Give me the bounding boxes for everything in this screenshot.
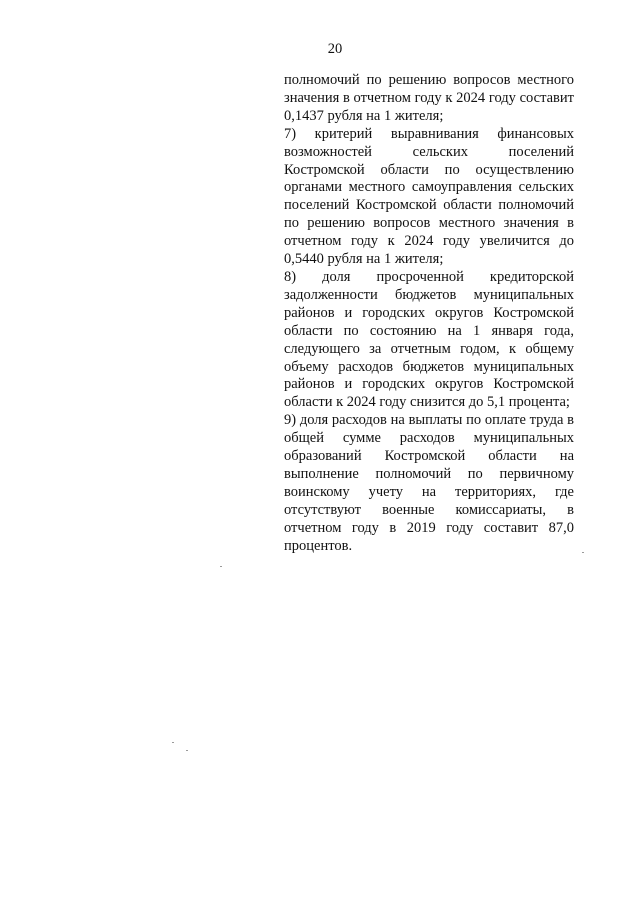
scan-speck <box>220 566 222 567</box>
text-column <box>284 72 574 555</box>
paragraph-item-6-continuation: полномочий по решению вопросов местного значения в отчетном году к 2024 году составит 0,1437 рубля на 1 жителя; <box>284 72 574 124</box>
paragraph-item-8: 8) доля просроченной кредиторской задолженности бюджетов муниципальных районов и городских округов Костромской области по состоянию на 1 января года, следующего за отчетным годом, к общему объему расходов бюджетов муниципальных районов и городских округов Костромской области к 2024 году снизится до 5,1 процента; <box>284 268 574 411</box>
page-number: 20 <box>327 41 343 57</box>
scan-speck <box>172 742 174 743</box>
scan-speck <box>582 552 584 553</box>
paragraph-item-7: 7) критерий выравнивания финансовых возможностей сельских поселений Костромской области по осуществлению органами местного самоуправления сельских поселений Костромской области полномочий по решению вопросов местного значения в отчетном году к 2024 году увеличится до 0,5440 рубля на 1 жителя; <box>284 125 574 268</box>
scan-speck <box>186 750 188 751</box>
paragraph-item-9: 9) доля расходов на выплаты по оплате труда в общей сумме расходов муниципальных образований Костромской области на выполнение полномочий по первичному воинскому учету на территориях, где отсутствуют военные комиссариаты, в отчетном году в 2019 году составит 87,0 процентов. <box>284 412 574 554</box>
